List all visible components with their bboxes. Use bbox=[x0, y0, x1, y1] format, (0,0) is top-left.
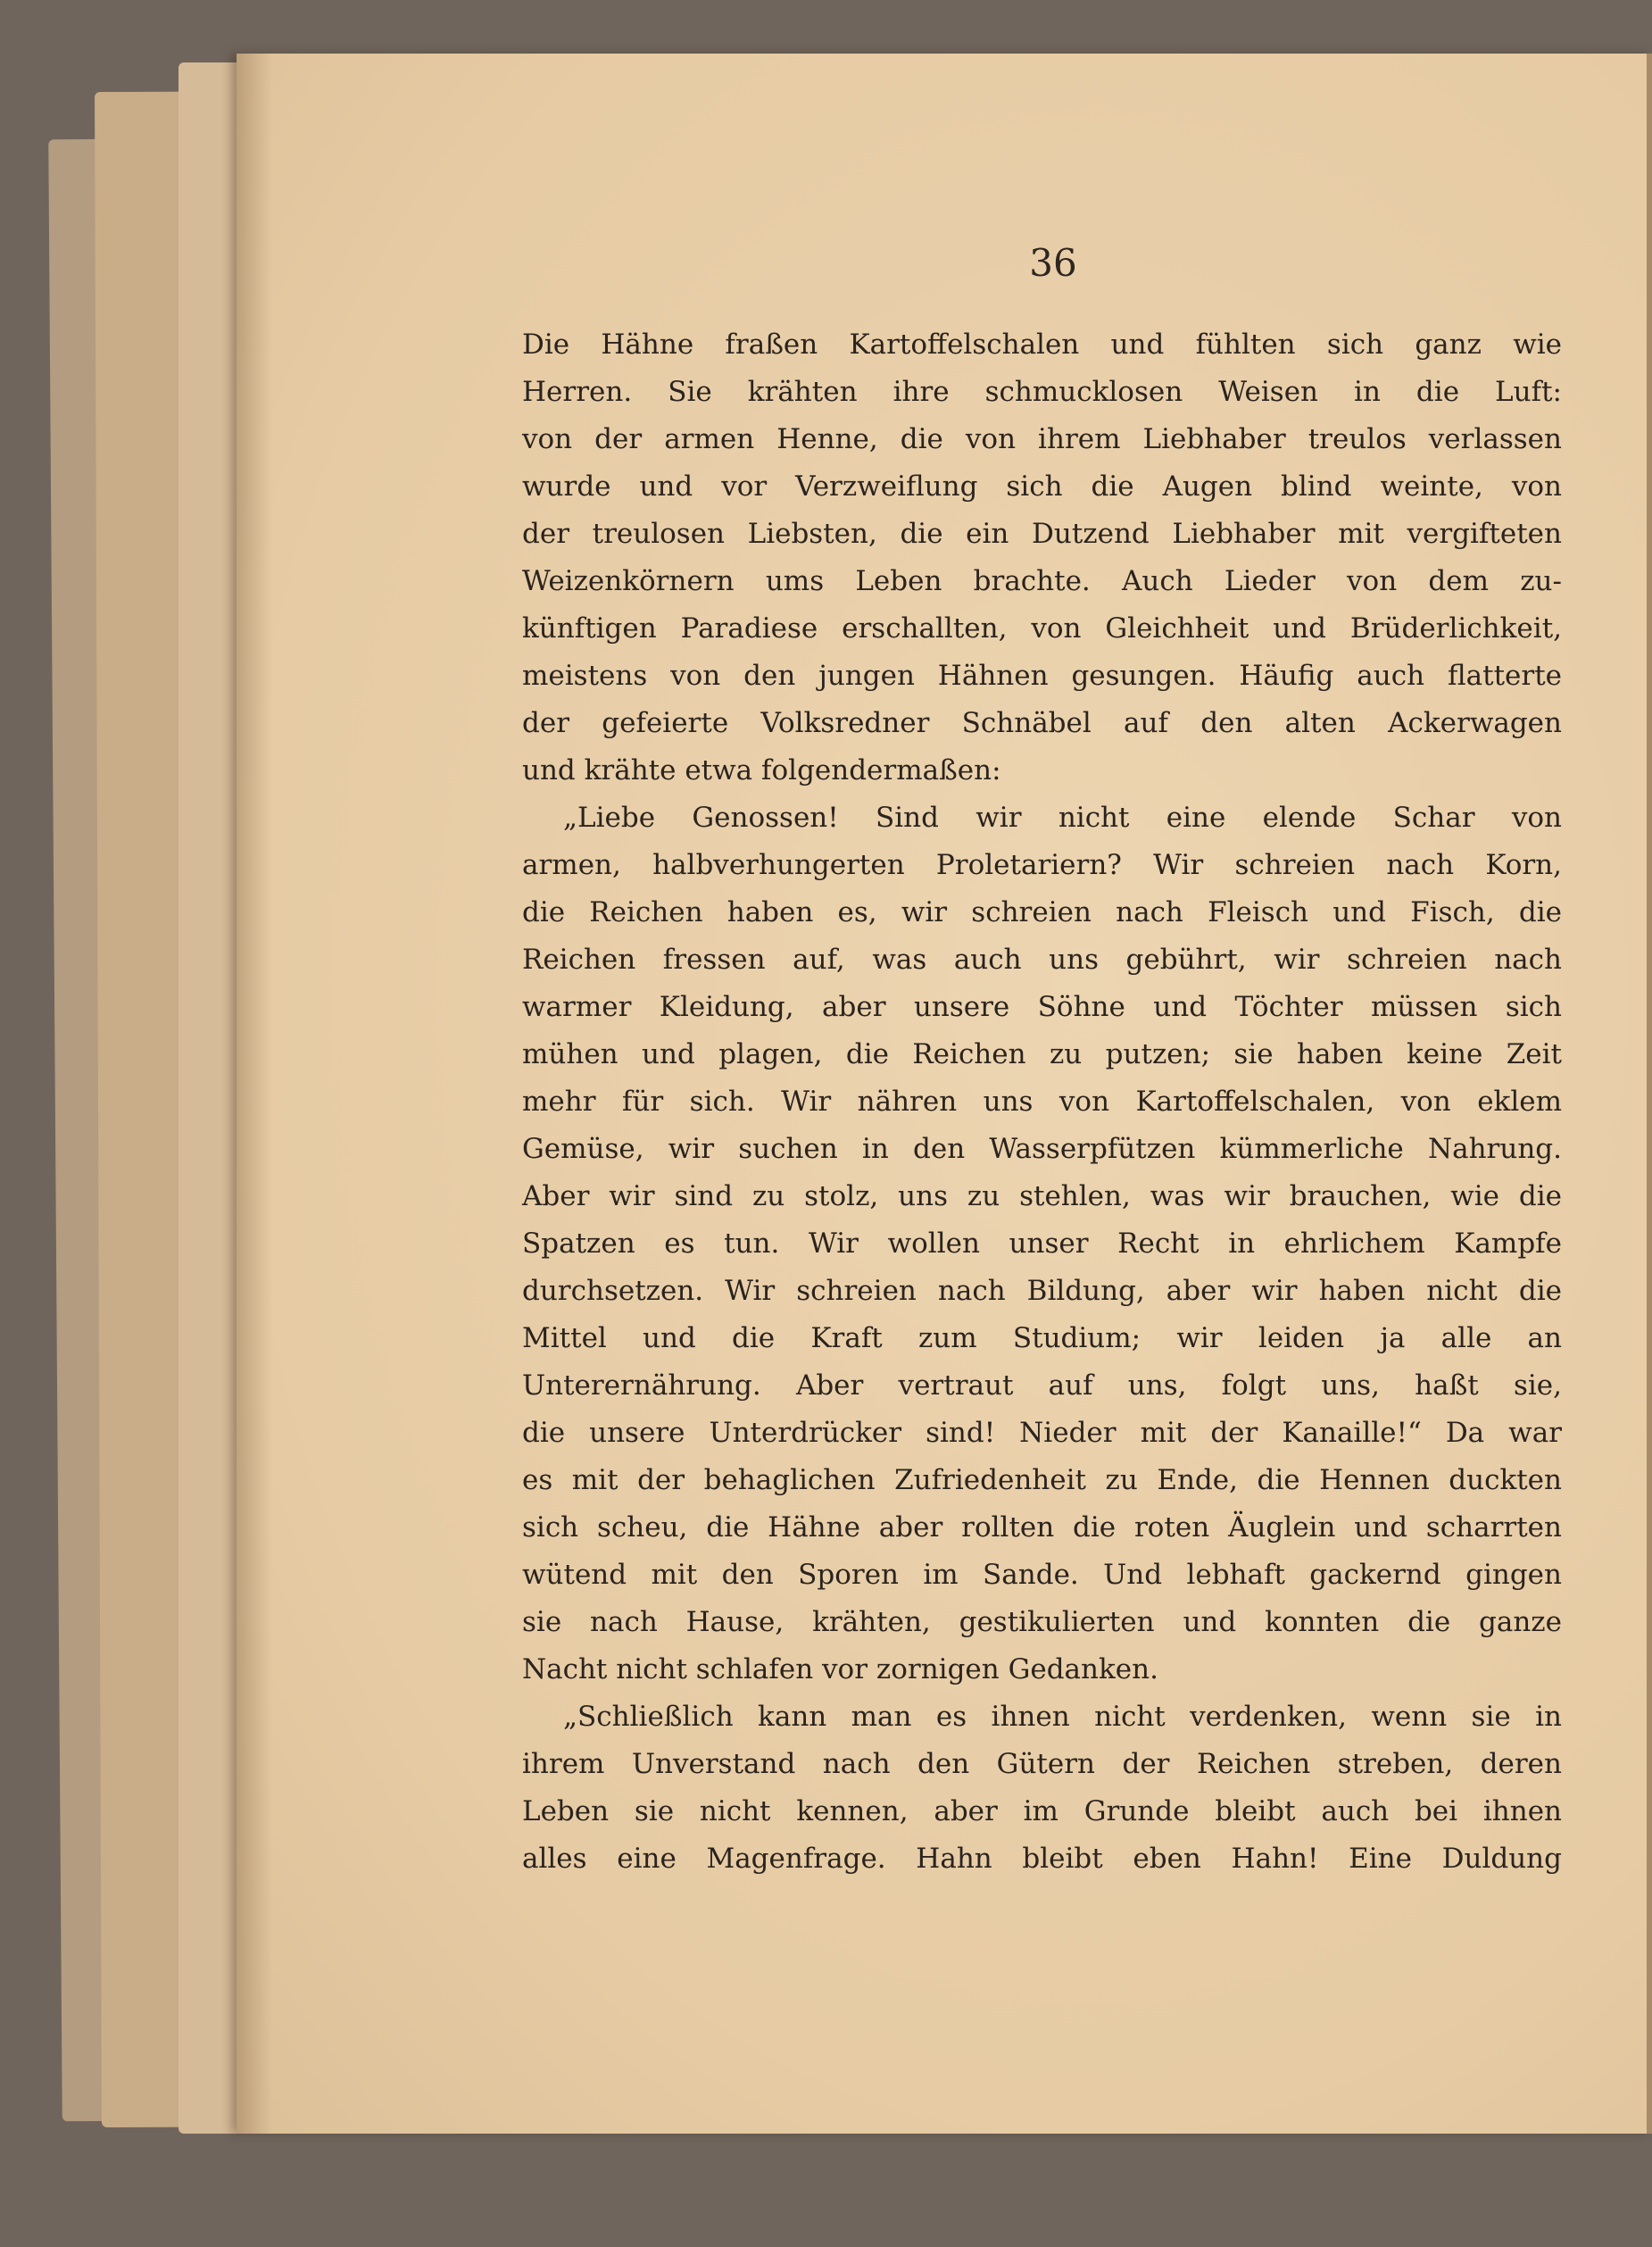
body-text bbox=[522, 321, 1562, 1883]
text-line: armen, halbverhungerten Proletariern? Wir schreien nach Korn, bbox=[522, 849, 1562, 881]
text-line: Weizenkörnern ums Leben brachte. Auch Lieder von dem zu- bbox=[522, 565, 1562, 597]
text-line: sich scheu, die Hähne aber rollten die roten Äuglein und scharrten bbox=[522, 1511, 1562, 1544]
paragraph-3 bbox=[522, 1694, 1562, 1883]
text-line: „Liebe Genossen! Sind wir nicht eine elende Schar von bbox=[563, 802, 1562, 834]
text-line: Gemüse, wir suchen in den Wasserpfützen kümmerliche Nahrung. bbox=[522, 1133, 1562, 1165]
text-line: wurde und vor Verzweiflung sich die Augen blind weinte, von bbox=[522, 470, 1562, 503]
text-line: mühen und plagen, die Reichen zu putzen; sie haben keine Zeit bbox=[522, 1038, 1562, 1070]
text-line: künftigen Paradiese erschallten, von Gleichheit und Brüderlichkeit, bbox=[522, 612, 1562, 645]
text-line: sie nach Hause, krähten, gestikulierten und konnten die ganze bbox=[522, 1606, 1562, 1638]
text-line: Mittel und die Kraft zum Studium; wir leiden ja alle an bbox=[522, 1322, 1562, 1354]
paragraph-2 bbox=[522, 795, 1562, 1694]
text-line: die Reichen haben es, wir schreien nach Fleisch und Fisch, die bbox=[522, 896, 1562, 928]
text-line: warmer Kleidung, aber unsere Söhne und Töchter müssen sich bbox=[522, 991, 1562, 1023]
text-line: ihrem Unverstand nach den Gütern der Reichen streben, deren bbox=[522, 1748, 1562, 1780]
text-line: mehr für sich. Wir nähren uns von Kartoffelschalen, von eklem bbox=[522, 1086, 1562, 1118]
text-line: Nacht nicht schlafen vor zornigen Gedanken. bbox=[522, 1653, 1158, 1685]
text-line: meistens von den jungen Hähnen gesungen. Häufig auch flatterte bbox=[522, 660, 1562, 692]
text-line: von der armen Henne, die von ihrem Liebhaber treulos verlassen bbox=[522, 423, 1562, 455]
text-line: Aber wir sind zu stolz, uns zu stehlen, was wir brauchen, wie die bbox=[522, 1180, 1562, 1212]
text-line: „Schließlich kann man es ihnen nicht verdenken, wenn sie in bbox=[563, 1701, 1562, 1733]
text-line: es mit der behaglichen Zufriedenheit zu Ende, die Hennen duckten bbox=[522, 1464, 1562, 1496]
text-line: wütend mit den Sporen im Sande. Und lebhaft gackernd gingen bbox=[522, 1559, 1562, 1591]
text-line: der gefeierte Volksredner Schnäbel auf den alten Ackerwagen bbox=[522, 707, 1562, 739]
gutter-shadow bbox=[237, 54, 272, 2134]
text-line: Die Hähne fraßen Kartoffelschalen und fühlten sich ganz wie bbox=[522, 329, 1562, 361]
page-edge bbox=[1647, 54, 1652, 2134]
text-line: der treulosen Liebsten, die ein Dutzend Liebhaber mit vergifteten bbox=[522, 518, 1562, 550]
text-line: und krähte etwa folgendermaßen: bbox=[522, 754, 1001, 786]
text-line: Unterernährung. Aber vertraut auf uns, folgt uns, haßt sie, bbox=[522, 1369, 1562, 1402]
text-line: Spatzen es tun. Wir wollen unser Recht in ehrlichem Kampfe bbox=[522, 1228, 1562, 1260]
text-line: alles eine Magenfrage. Hahn bleibt eben Hahn! Eine Duldung bbox=[522, 1843, 1562, 1875]
text-line: Reichen fressen auf, was auch uns gebührt, wir schreien nach bbox=[522, 944, 1562, 976]
page-number: 36 bbox=[1029, 241, 1077, 285]
text-line: Leben sie nicht kennen, aber im Grunde bleibt auch bei ihnen bbox=[522, 1795, 1562, 1827]
text-line: durchsetzen. Wir schreien nach Bildung, aber wir haben nicht die bbox=[522, 1275, 1562, 1307]
text-line: Herren. Sie krähten ihre schmucklosen Weisen in die Luft: bbox=[522, 376, 1562, 408]
paragraph-1 bbox=[522, 321, 1562, 795]
text-line: die unsere Unterdrücker sind! Nieder mit der Kanaille!“ Da war bbox=[522, 1417, 1562, 1449]
